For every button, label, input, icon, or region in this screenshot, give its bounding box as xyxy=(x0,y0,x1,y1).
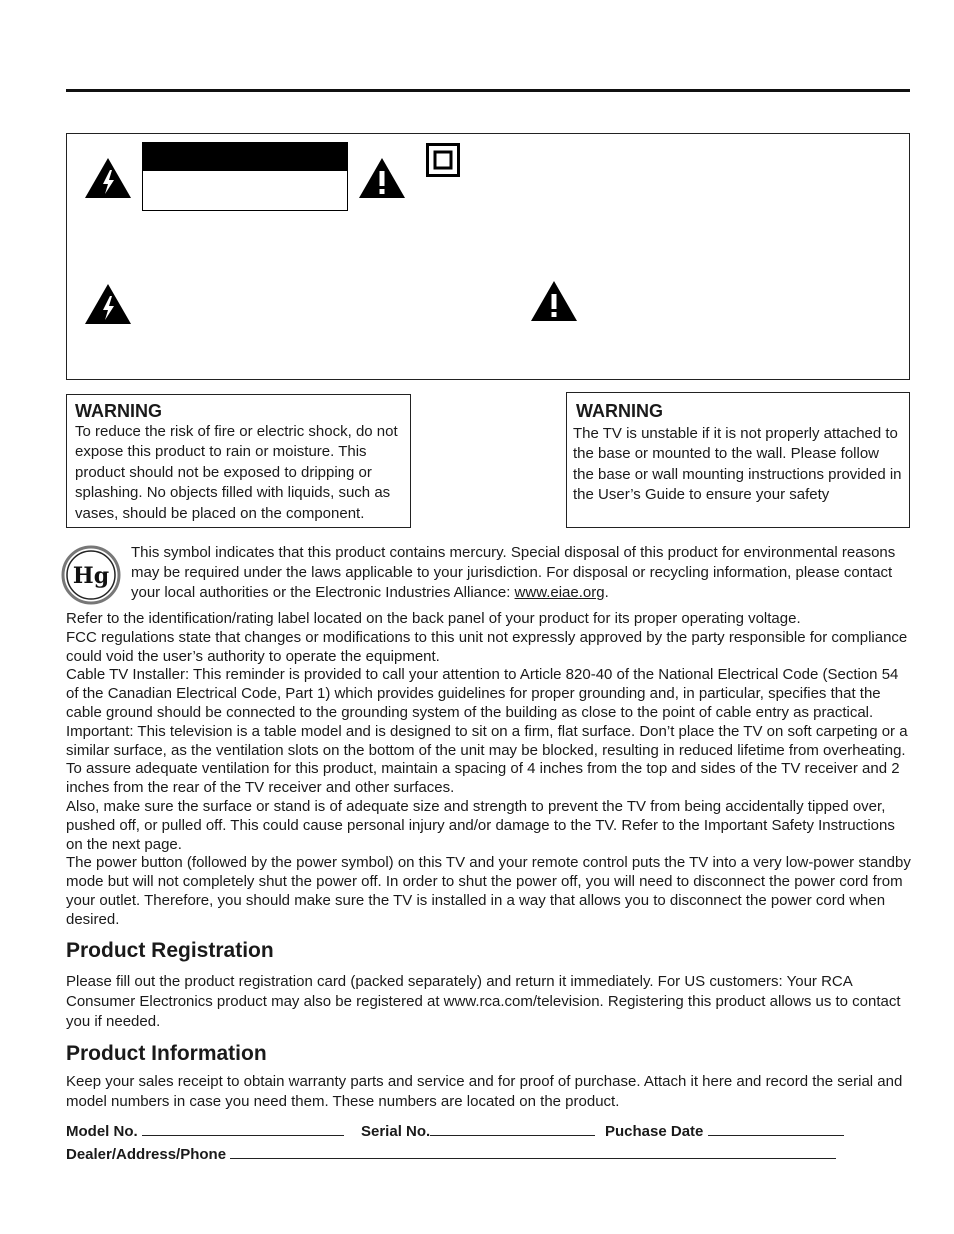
paragraph: FCC regulations state that changes or modifications to this unit not expressly approved by the party responsible for compliance could void the user’s authority to operate the equipment. xyxy=(66,628,908,665)
mercury-text-end: . xyxy=(604,584,609,602)
double-insulation-icon xyxy=(426,143,460,177)
purchase-date-field[interactable] xyxy=(708,1121,844,1136)
paragraph: Refer to the identification/rating label located on the back panel of your product for its proper operating voltage. xyxy=(66,610,801,627)
warning-box-fire xyxy=(66,394,411,528)
dealer-label: Dealer/Address/Phone xyxy=(66,1146,227,1163)
paragraph: The power button (followed by the power symbol) on this TV and your remote control puts the TV into a very low-power standby mode but will not completely shut the power off. In order to shut the power off, you will need to disconnect the power cord from your outlet. Therefore, you should make sure the TV is installed in a way that allows you to disconnect the power cord when desired. xyxy=(66,854,911,928)
lightning-triangle-icon xyxy=(84,157,132,199)
eiae-link[interactable]: www.eiae.org xyxy=(514,584,605,602)
purchase-label: Puchase Date xyxy=(605,1123,704,1140)
paragraph: Also, make sure the surface or stand is of adequate size and strength to prevent the TV from being accidentally tipped over, pushed off, or pulled off. This could cause personal injury and/or damage to the TV. Refer to the Important Safety Instructions on the next page. xyxy=(66,797,895,853)
serial-number-field[interactable] xyxy=(430,1121,595,1136)
mercury-notice xyxy=(131,543,911,604)
dealer-row xyxy=(66,1144,836,1163)
dealer-field[interactable] xyxy=(230,1144,836,1159)
warning-box-stability xyxy=(566,392,910,528)
purchase-date-row xyxy=(605,1121,844,1140)
registration-heading: Product Registration xyxy=(66,939,274,962)
caution-label-box xyxy=(142,171,348,211)
warning-text: The TV is unstable if it is not properly attached to the base or mounted to the wall. Please follow the base or wall mounting instructions provided in the User’s Guide to ensure your safety xyxy=(573,425,902,504)
lightning-triangle-icon xyxy=(84,283,132,325)
paragraph: Cable TV Installer: This reminder is provided to call your attention to Article 820-40 of the National Electrical Code (Section 54 of the Canadian Electrical Code, Part 1) which provides guidelines for proper grounding and, in particular, specifies that the cable ground should be connected to the grounding system of the building as close to the point of cable entry as practical. xyxy=(66,666,899,721)
caution-label-bar xyxy=(142,142,348,171)
registration-text: Please fill out the product registration card (packed separately) and return it immediately. For US customers: Your RCA Consumer Electronics product may also be registered at www.rca.com/television. Registering this product allows us to contact you if needed. xyxy=(66,973,901,1031)
warning-title: WARNING xyxy=(75,401,162,421)
information-text: Keep your sales receipt to obtain warranty parts and service and for proof of purchase. Attach it here and record the serial and model numbers in case you need them. These numbers are located on the product. xyxy=(66,1073,903,1111)
mercury-symbol-text: Hg xyxy=(72,563,110,589)
warning-title: WARNING xyxy=(576,401,663,421)
top-rule xyxy=(66,89,910,92)
serial-label: Serial No. xyxy=(361,1123,431,1140)
model-label: Model No. xyxy=(66,1123,138,1140)
exclamation-triangle-icon xyxy=(530,280,578,322)
exclamation-triangle-icon xyxy=(358,157,406,199)
model-number-row xyxy=(66,1121,344,1140)
model-number-field[interactable] xyxy=(142,1121,344,1136)
mercury-text: This symbol indicates that this product contains mercury. Special disposal of this product for environmental reasons may be required under the laws applicable to your jurisdiction. For disposal or recycling information, please contact your local authorities or the Electronic Industries Alliance: xyxy=(131,544,896,602)
mercury-hg-icon xyxy=(61,545,121,605)
information-heading: Product Information xyxy=(66,1042,267,1065)
warning-text: To reduce the risk of fire or electric shock, do not expose this product to rain or moisture. This product should not be exposed to dripping or splashing. No objects filled with liquids, such as vases, should be placed on the component. xyxy=(75,423,398,522)
serial-number-row xyxy=(361,1121,595,1140)
notice-paragraphs xyxy=(66,610,914,930)
paragraph: Important: This television is a table model and is designed to sit on a firm, flat surface. Don’t place the TV on soft carpeting or a similar surface, as the ventilation slots on the bottom of the unit may be blocked, resulting in reduced lifetime from overheating. To assure adequate ventilation for this product, maintain a spacing of 4 inches from the top and sides of the TV receiver and 2 inches from the rear of the TV receiver and other surfaces. xyxy=(66,722,908,797)
